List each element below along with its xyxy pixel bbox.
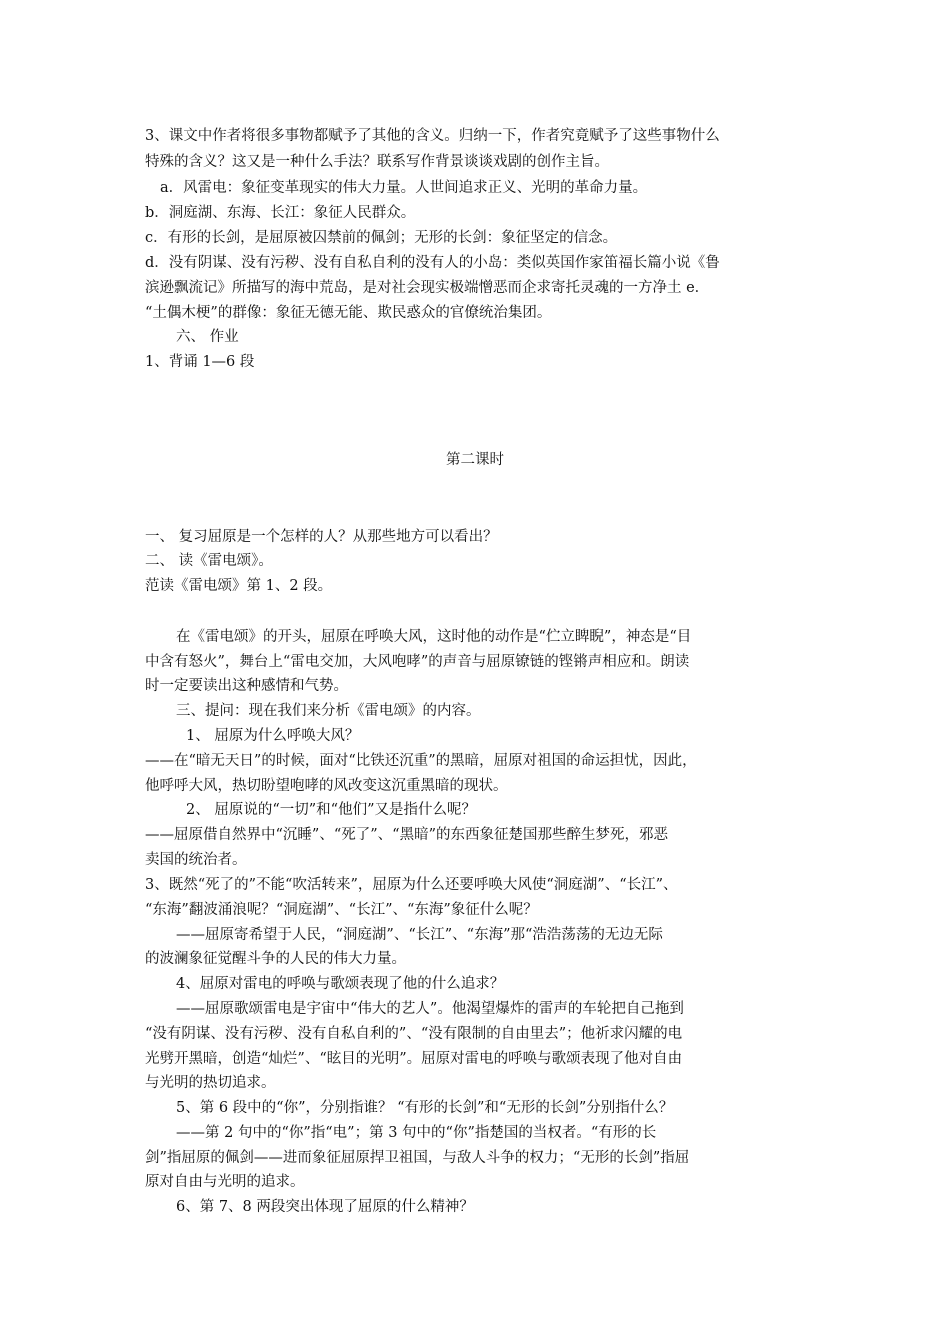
text-line: 在《雷电颂》的开头，屈原在呼唤大风，这时他的动作是“伫立睥睨”，神态是“目 — [176, 629, 692, 645]
text-line: ——屈原借自然界中“沉睡”、“死了”、“黑暗”的东西象征楚国那些醉生梦死，邪恶 — [145, 827, 668, 843]
text-line: 4、屈原对雷电的呼唤与歌颂表现了他的什么追求？ — [176, 976, 505, 992]
text-line: “土偶木梗”的群像：象征无德无能、欺民惑众的官僚统治集团。 — [145, 305, 552, 321]
text-line: ——第 2 句中的“你”指“电”；第 3 句中的“你”指楚国的当权者。“有形的长 — [176, 1125, 657, 1141]
text-line: 与光明的热切追求。 — [145, 1075, 276, 1091]
text-line: ——屈原寄希望于人民，“洞庭湖”、“长江”、“东海”那“浩浩荡荡的无边无际 — [176, 927, 663, 943]
text-line: 一、 复习屈原是一个怎样的人？从那些地方可以看出？ — [145, 529, 498, 545]
text-line: 范读《雷电颂》第 1、2 段。 — [145, 578, 333, 594]
text-line: 卖国的统治者。 — [145, 852, 247, 868]
text-line: ——屈原歌颂雷电是宇宙中“伟大的艺人”。他渴望爆炸的雷声的车轮把自己拖到 — [176, 1001, 684, 1017]
text-line: ——在“暗无天日”的时候，面对“比铁还沉重”的黑暗，屈原对祖国的命运担忧，因此， — [145, 753, 697, 769]
text-line: 1、 屈原为什么呼唤大风？ — [186, 728, 360, 744]
text-line: 二、 读《雷电颂》。 — [145, 553, 273, 569]
text-line: “东海”翻波涌浪呢？“洞庭湖”、“长江”、“东海”象征什么呢？ — [145, 902, 538, 918]
text-line: 1、背诵 1—6 段 — [145, 354, 255, 370]
text-line: d．没有阴谋、没有污秽、没有自私自利的没有人的小岛：类似英国作家笛福长篇小说《鲁 — [145, 255, 720, 271]
text-line: 滨逊飘流记》所描写的海中荒岛，是对社会现实极端憎恶而企求寄托灵魂的一方净土 e． — [145, 280, 710, 296]
text-line: 特殊的含义？这又是一种什么手法？联系写作背景谈谈戏剧的创作主旨。 — [145, 154, 609, 170]
text-line: c．有形的长剑，是屈原被囚禁前的佩剑；无形的长剑：象征坚定的信念。 — [145, 230, 618, 246]
text-line: 中含有怒火”，舞台上“雷电交加，大风咆哮”的声音与屈原镣链的铿锵声相应和。朗读 — [145, 654, 690, 670]
text-line: 三、提问：现在我们来分析《雷电颂》的内容。 — [176, 703, 481, 719]
section-title: 第二课时 — [446, 452, 504, 468]
text-line: 的波澜象征觉醒斗争的人民的伟大力量。 — [145, 951, 406, 967]
text-line: 光劈开黑暗，创造“灿烂”、“眩目的光明”。屈原对雷电的呼唤与歌颂表现了他对自由 — [145, 1051, 683, 1067]
text-line: 2、 屈原说的“一切”和“他们”又是指什么呢？ — [186, 802, 476, 818]
text-line: b．洞庭湖、东海、长江：象征人民群众。 — [145, 205, 416, 221]
text-line: 原对自由与光明的追求。 — [145, 1174, 305, 1190]
text-line: 剑”指屈原的佩剑——进而象征屈原捍卫祖国，与敌人斗争的权力；“无形的长剑”指屈 — [145, 1150, 690, 1166]
text-line: 3、课文中作者将很多事物都赋予了其他的含义。归纳一下，作者究竟赋予了这些事物什么 — [145, 128, 720, 144]
text-line: 5、第 6 段中的“你”，分别指谁？ “有形的长剑”和“无形的长剑”分别指什么？ — [176, 1100, 674, 1116]
section-heading: 六、 作业 — [176, 329, 239, 345]
text-line: 3、既然“死了的”不能“吹活转来”，屈原为什么还要呼唤大风使“洞庭湖”、“长江”、 — [145, 877, 678, 893]
text-line: 时一定要读出这种感情和气势。 — [145, 678, 348, 694]
text-line: 6、第 7、8 两段突出体现了屈原的什么精神？ — [176, 1199, 474, 1215]
text-line: 他呼呼大风，热切盼望咆哮的风改变这沉重黑暗的现状。 — [145, 778, 508, 794]
text-line: a．风雷电：象征变革现实的伟大力量。人世间追求正义、光明的革命力量。 — [160, 180, 648, 196]
text-line: “没有阴谋、没有污秽、没有自私自利的”、“没有限制的自由里去”；他祈求闪耀的电 — [145, 1026, 683, 1042]
